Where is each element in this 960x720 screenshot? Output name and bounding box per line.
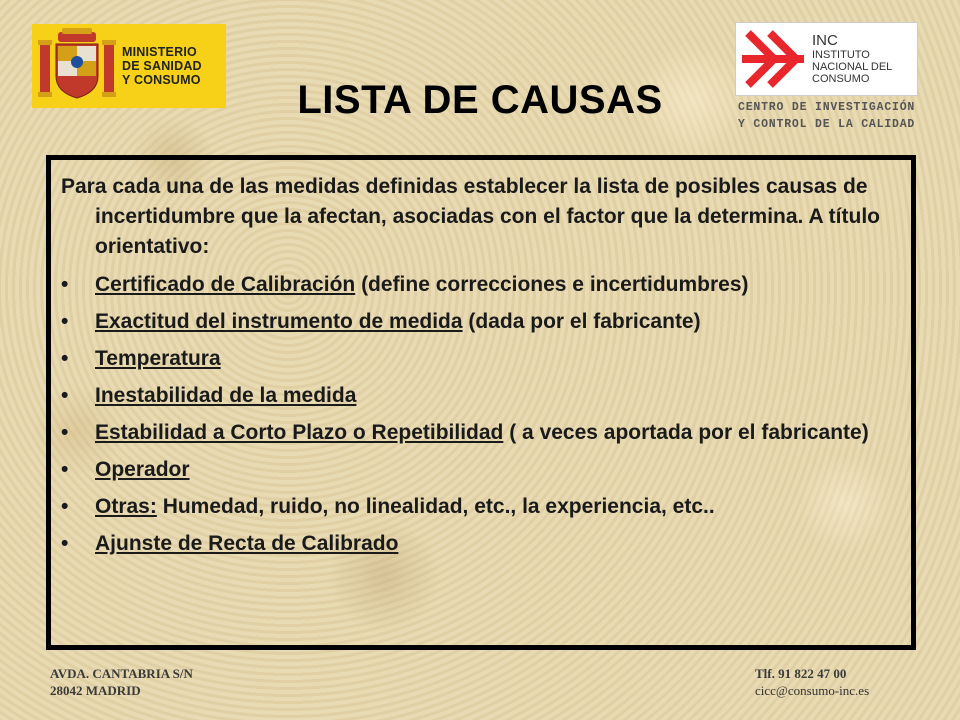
bullet-icon: • (61, 384, 69, 407)
inc-symbol-icon (740, 29, 806, 89)
list-item: • Temperatura (61, 344, 901, 374)
bullet-icon: • (61, 273, 69, 296)
list-item: • Ajunste de Recta de Calibrado (61, 529, 901, 559)
list-item: • Operador (61, 455, 901, 485)
intro-paragraph: Para cada una de las medidas definidas establecer la lista de posibles causas de incertidumbre que la afectan, asociadas con el factor que la determina. A título orientativo: (61, 175, 880, 258)
bullet-icon: • (61, 532, 69, 555)
list-item: • Certificado de Calibración (define correcciones e incertidumbres) (61, 270, 901, 300)
bullet-icon: • (61, 421, 69, 444)
content-box (46, 155, 916, 650)
ministry-name: MINISTERIO DE SANIDAD Y CONSUMO (122, 45, 202, 87)
bullet-icon: • (61, 458, 69, 481)
centro-subtitle: CENTRO DE INVESTIGACIÓN Y CONTROL DE LA CALIDAD (738, 101, 916, 131)
list-item: • Inestabilidad de la medida (61, 381, 901, 411)
bullet-icon: • (61, 495, 69, 518)
page-title: LISTA DE CAUSAS (297, 78, 663, 122)
bullet-icon: • (61, 310, 69, 333)
list-item: • Otras: Humedad, ruido, no linealidad, etc., la experiencia, etc.. (61, 492, 901, 522)
footer-address: AVDA. CANTABRIA S/N 28042 MADRID (50, 666, 193, 698)
footer-phone: Tlf. 91 822 47 00 (755, 666, 847, 681)
list-item: • Exactitud del instrumento de medida (dada por el fabricante) (61, 307, 901, 337)
inc-logo (735, 22, 918, 96)
inc-name: INC INSTITUTO NACIONAL DEL CONSUMO (812, 32, 893, 85)
list-item: • Estabilidad a Corto Plazo o Repetibilidad ( a veces aportada por el fabricante) (61, 418, 901, 448)
bullet-icon: • (61, 347, 69, 370)
footer-email[interactable]: cicc@consumo-inc.es (755, 683, 870, 698)
footer-contact (755, 665, 869, 699)
causes-list (61, 270, 901, 559)
